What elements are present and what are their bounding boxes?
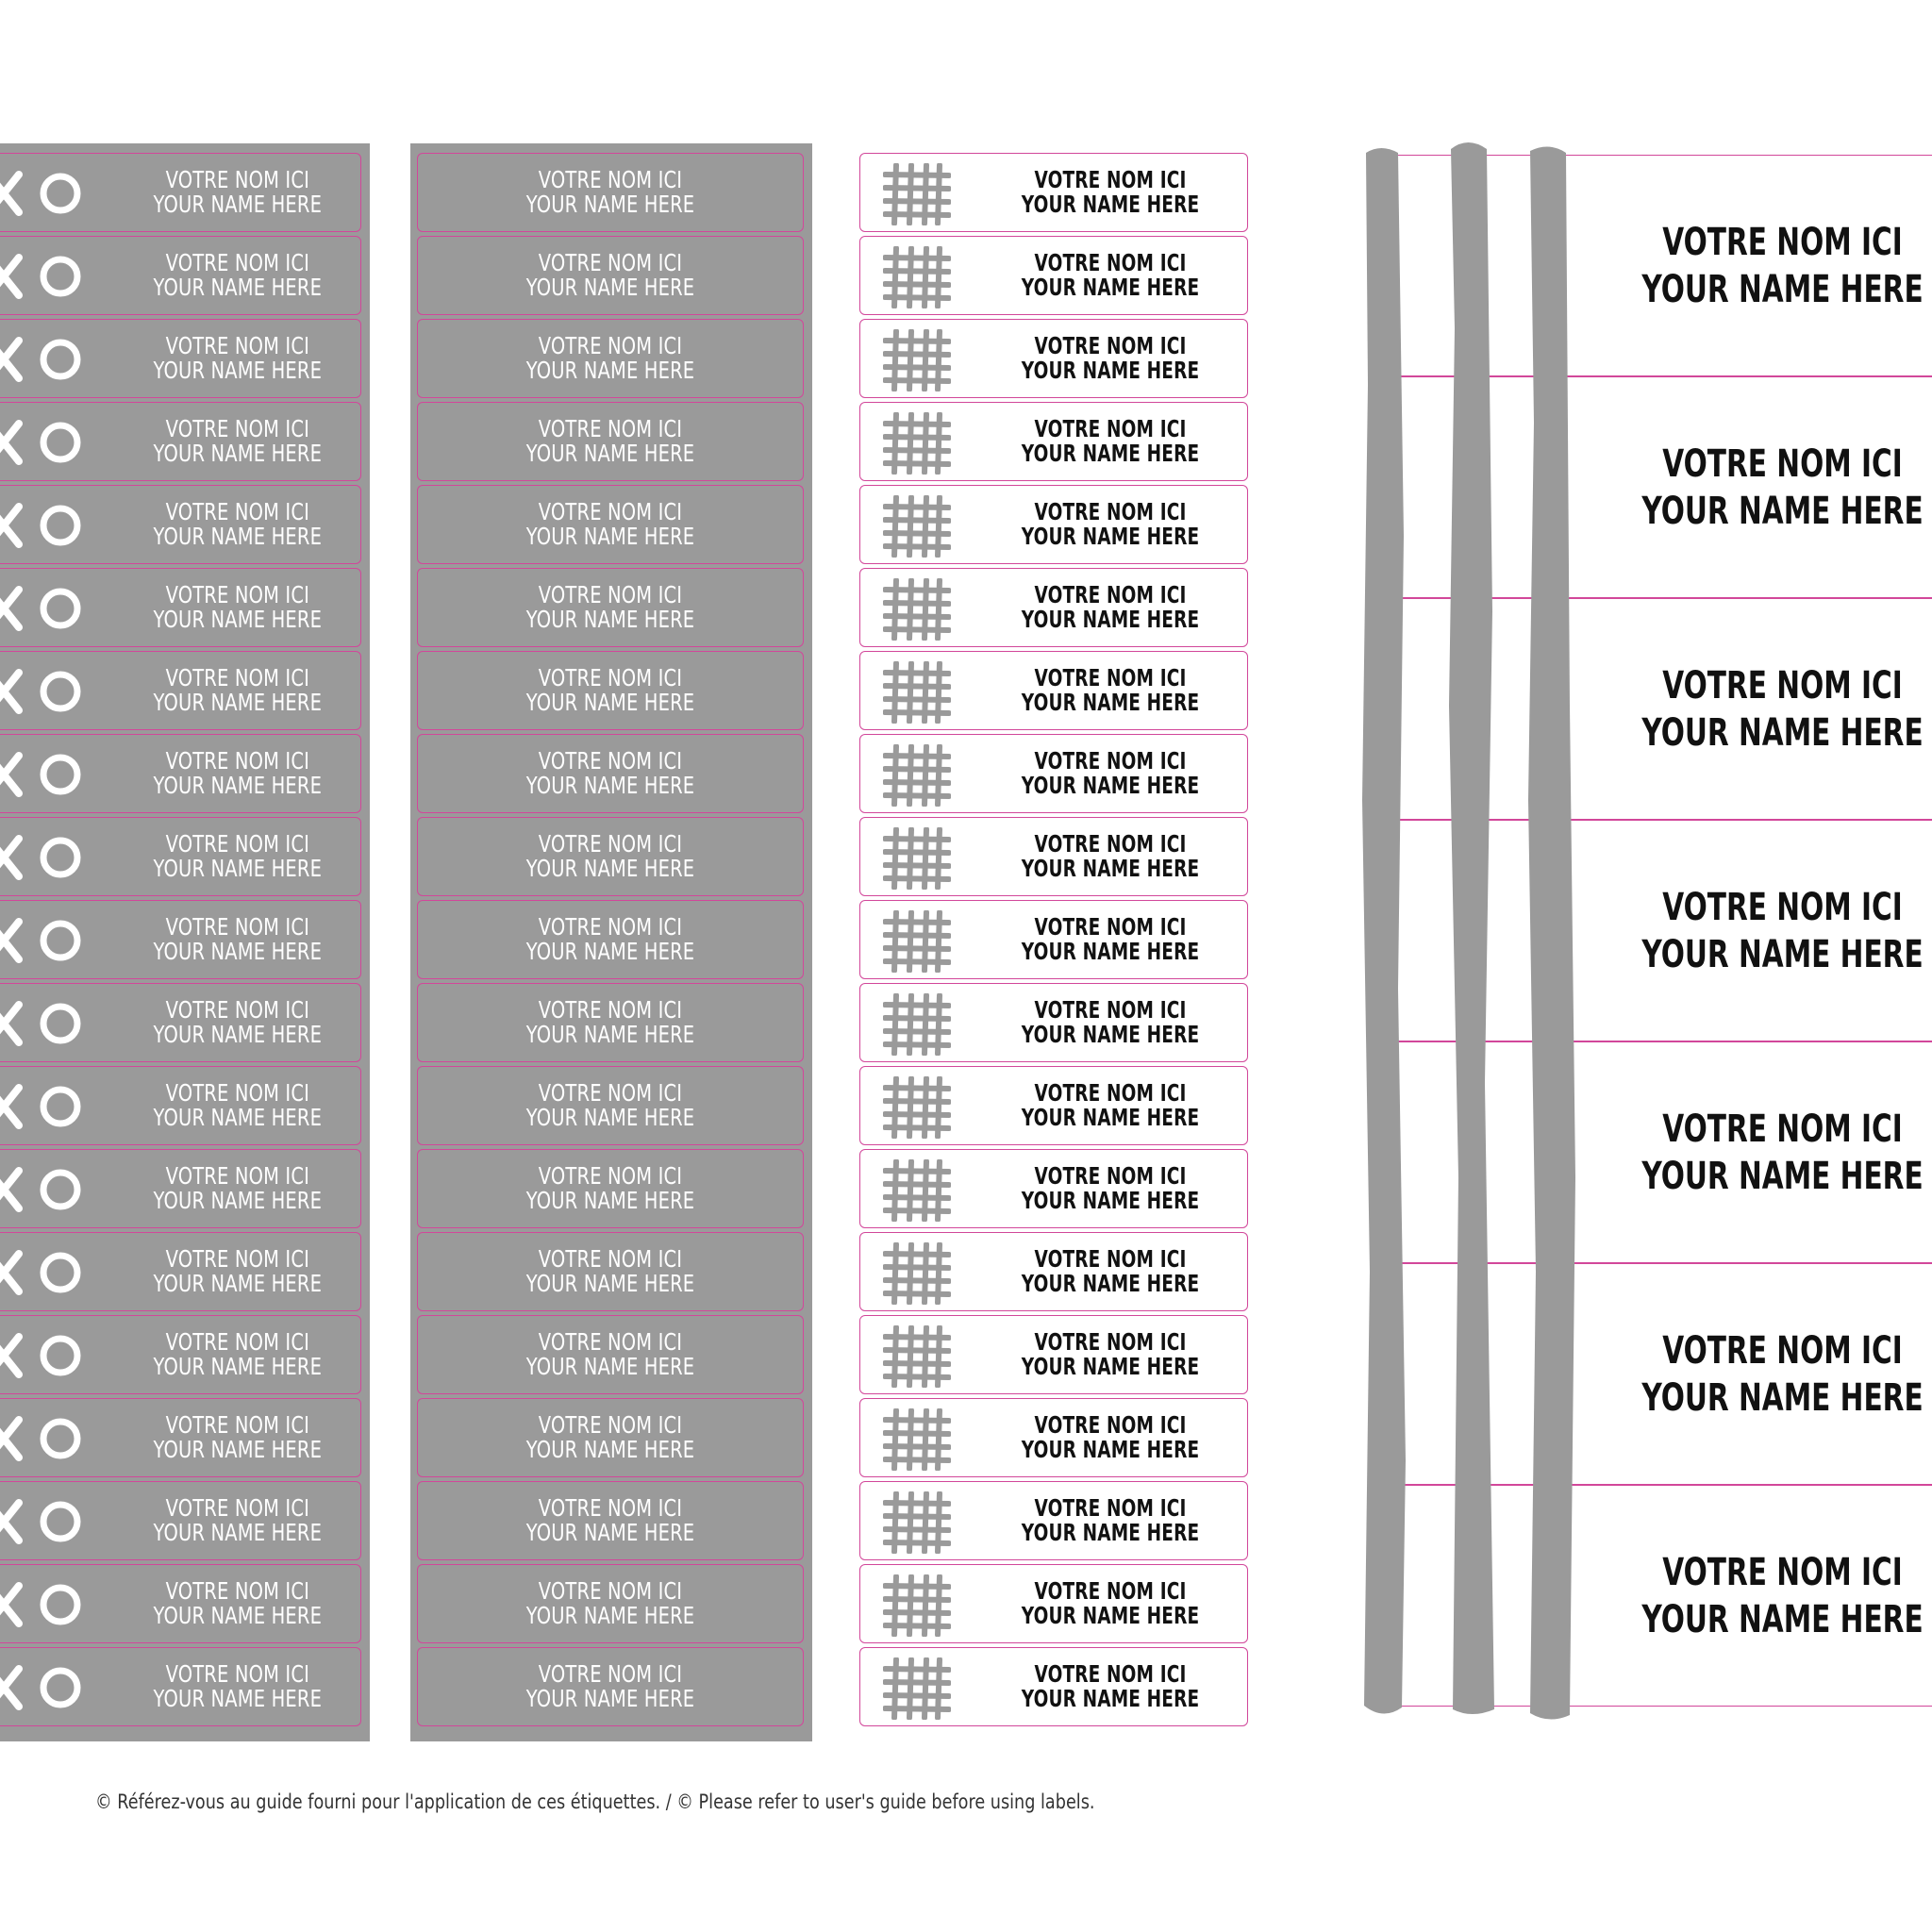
gray-label [417, 734, 804, 813]
label-line-fr: VOTRE NOM ICI [1034, 497, 1187, 525]
label-line-fr: VOTRE NOM ICI [1034, 1161, 1187, 1190]
label-line-fr: VOTRE NOM ICI [1034, 746, 1187, 774]
hashtag-grid-icon [883, 744, 951, 807]
label-text [1009, 486, 1212, 563]
label-line-en: YOUR NAME HERE [525, 523, 695, 550]
label-line-fr: VOTRE NOM ICI [165, 248, 310, 276]
xo-label [0, 1066, 361, 1145]
brush-stripes [1360, 140, 1606, 1724]
label-line-en: YOUR NAME HERE [153, 1519, 323, 1546]
hashtag-grid-icon [883, 1242, 951, 1305]
label-text [1641, 599, 1924, 819]
label-line-en: YOUR NAME HERE [525, 191, 695, 218]
label-line-en: YOUR NAME HERE [525, 440, 695, 467]
label-line-en: YOUR NAME HERE [153, 855, 323, 882]
label-text [63, 154, 324, 231]
label-line-fr: VOTRE NOM ICI [1034, 331, 1187, 359]
label-text [63, 569, 324, 646]
label-line-en: YOUR NAME HERE [525, 274, 695, 301]
label-line-fr: VOTRE NOM ICI [165, 912, 310, 941]
label-line-en: YOUR NAME HERE [153, 191, 323, 218]
label-line-en: YOUR NAME HERE [1641, 1375, 1924, 1420]
gray-label [417, 153, 804, 232]
label-text [63, 486, 324, 563]
label-text [1641, 377, 1924, 597]
hashtag-grid-icon [883, 1325, 951, 1388]
label-line-en: YOUR NAME HERE [1021, 855, 1200, 882]
label-text [63, 984, 324, 1061]
xo-label [0, 734, 361, 813]
label-line-en: YOUR NAME HERE [153, 1187, 323, 1214]
grid-label [859, 983, 1248, 1062]
xo-label [0, 1564, 361, 1643]
hashtag-grid-icon [883, 495, 951, 558]
grid-label [859, 1481, 1248, 1560]
gray-label [417, 1481, 804, 1560]
label-line-fr: VOTRE NOM ICI [538, 331, 683, 359]
label-line-fr: VOTRE NOM ICI [165, 1161, 310, 1190]
label-text [1009, 1150, 1212, 1227]
label-text [63, 1482, 324, 1559]
label-text [460, 486, 760, 563]
grid-label [859, 402, 1248, 481]
label-line-en: YOUR NAME HERE [1021, 274, 1200, 301]
label-line-en: YOUR NAME HERE [1021, 1602, 1200, 1629]
label-text [460, 569, 760, 646]
label-line-fr: VOTRE NOM ICI [165, 165, 310, 193]
gray-label [417, 1149, 804, 1228]
label-line-fr: VOTRE NOM ICI [165, 331, 310, 359]
xo-label [0, 319, 361, 398]
xo-label-column [0, 143, 370, 1741]
label-text [1009, 237, 1212, 314]
label-line-en: YOUR NAME HERE [153, 938, 323, 965]
grid-label [859, 485, 1248, 564]
hashtag-grid-icon [883, 412, 951, 475]
gray-label [417, 817, 804, 896]
xo-label [0, 651, 361, 730]
label-line-fr: VOTRE NOM ICI [1034, 1576, 1187, 1605]
footer-note: © Référez-vous au guide fourni pour l'application de ces étiquettes. / © Please refer to user's guide before using labels. [95, 1790, 1095, 1813]
label-text [63, 901, 324, 978]
label-line-fr: VOTRE NOM ICI [538, 1327, 683, 1356]
hashtag-grid-icon [883, 1159, 951, 1222]
label-line-fr: VOTRE NOM ICI [165, 1327, 310, 1356]
grid-label [859, 651, 1248, 730]
label-line-fr: VOTRE NOM ICI [1662, 885, 1903, 929]
label-line-en: YOUR NAME HERE [1641, 1597, 1924, 1641]
label-text [460, 1565, 760, 1642]
label-text [460, 1316, 760, 1393]
label-text [63, 1399, 324, 1476]
label-line-fr: VOTRE NOM ICI [1034, 1410, 1187, 1439]
label-line-fr: VOTRE NOM ICI [538, 1659, 683, 1688]
label-text [460, 901, 760, 978]
label-line-en: YOUR NAME HERE [1021, 1519, 1200, 1546]
label-line-en: YOUR NAME HERE [1641, 710, 1924, 755]
label-line-en: YOUR NAME HERE [525, 772, 695, 799]
label-line-fr: VOTRE NOM ICI [165, 1576, 310, 1605]
gray-label [417, 983, 804, 1062]
label-text [460, 818, 760, 895]
label-text [460, 1067, 760, 1144]
label-line-en: YOUR NAME HERE [1021, 938, 1200, 965]
label-line-en: YOUR NAME HERE [1641, 489, 1924, 533]
label-line-fr: VOTRE NOM ICI [538, 165, 683, 193]
label-line-en: YOUR NAME HERE [525, 606, 695, 633]
label-line-fr: VOTRE NOM ICI [538, 1410, 683, 1439]
hashtag-grid-icon [883, 827, 951, 890]
label-text [460, 1233, 760, 1310]
label-line-fr: VOTRE NOM ICI [538, 580, 683, 608]
label-text [1641, 1042, 1924, 1262]
label-text [1009, 984, 1212, 1061]
label-line-fr: VOTRE NOM ICI [165, 1078, 310, 1107]
label-text [1009, 1482, 1212, 1559]
label-line-en: YOUR NAME HERE [153, 606, 323, 633]
label-line-fr: VOTRE NOM ICI [165, 1244, 310, 1273]
label-line-fr: VOTRE NOM ICI [538, 1244, 683, 1273]
label-line-fr: VOTRE NOM ICI [165, 1493, 310, 1522]
label-text [460, 1399, 760, 1476]
label-text [1009, 154, 1212, 231]
label-text [63, 652, 324, 729]
label-line-fr: VOTRE NOM ICI [165, 497, 310, 525]
label-line-en: YOUR NAME HERE [525, 1021, 695, 1048]
label-line-fr: VOTRE NOM ICI [165, 414, 310, 442]
label-text [63, 403, 324, 480]
label-line-en: YOUR NAME HERE [1021, 1021, 1200, 1048]
label-text [63, 818, 324, 895]
label-line-en: YOUR NAME HERE [153, 440, 323, 467]
label-line-fr: VOTRE NOM ICI [538, 746, 683, 774]
label-line-fr: VOTRE NOM ICI [538, 1161, 683, 1190]
grid-label [859, 1066, 1248, 1145]
label-line-fr: VOTRE NOM ICI [165, 829, 310, 858]
label-text [1009, 320, 1212, 397]
label-line-en: YOUR NAME HERE [153, 357, 323, 384]
label-line-fr: VOTRE NOM ICI [1662, 1328, 1903, 1373]
label-line-fr: VOTRE NOM ICI [1034, 165, 1187, 193]
label-line-fr: VOTRE NOM ICI [1662, 220, 1903, 264]
label-line-fr: VOTRE NOM ICI [1662, 1107, 1903, 1151]
label-text [460, 735, 760, 812]
label-text [460, 237, 760, 314]
label-line-en: YOUR NAME HERE [1021, 1436, 1200, 1463]
grid-label [859, 568, 1248, 647]
label-text [460, 984, 760, 1061]
grid-label [859, 1647, 1248, 1726]
label-text [63, 735, 324, 812]
label-line-en: YOUR NAME HERE [1021, 689, 1200, 716]
gray-label [417, 1398, 804, 1477]
label-line-en: YOUR NAME HERE [525, 1436, 695, 1463]
label-line-en: YOUR NAME HERE [1021, 606, 1200, 633]
grid-label [859, 1564, 1248, 1643]
hashtag-grid-icon [883, 1657, 951, 1720]
label-text [63, 1316, 324, 1393]
xo-label [0, 402, 361, 481]
label-line-fr: VOTRE NOM ICI [1034, 580, 1187, 608]
grid-label [859, 1398, 1248, 1477]
label-line-en: YOUR NAME HERE [153, 689, 323, 716]
label-line-fr: VOTRE NOM ICI [1034, 1244, 1187, 1273]
label-line-fr: VOTRE NOM ICI [1034, 1493, 1187, 1522]
label-text [1009, 1399, 1212, 1476]
hashtag-grid-icon [883, 1574, 951, 1637]
xo-label [0, 817, 361, 896]
label-line-fr: VOTRE NOM ICI [538, 1576, 683, 1605]
label-line-en: YOUR NAME HERE [153, 523, 323, 550]
label-line-fr: VOTRE NOM ICI [165, 1659, 310, 1688]
label-text [1009, 818, 1212, 895]
gray-label [417, 1315, 804, 1394]
label-line-en: YOUR NAME HERE [1021, 1353, 1200, 1380]
xo-label [0, 1315, 361, 1394]
xo-label [0, 568, 361, 647]
gray-label [417, 568, 804, 647]
label-line-fr: VOTRE NOM ICI [165, 995, 310, 1024]
label-line-en: YOUR NAME HERE [1021, 357, 1200, 384]
xo-label [0, 983, 361, 1062]
label-line-fr: VOTRE NOM ICI [1034, 248, 1187, 276]
hashtag-grid-icon [883, 993, 951, 1056]
hashtag-grid-icon [883, 910, 951, 973]
gray-label [417, 1564, 804, 1643]
label-line-en: YOUR NAME HERE [153, 274, 323, 301]
label-line-en: YOUR NAME HERE [153, 1685, 323, 1712]
label-text [460, 652, 760, 729]
grid-label [859, 1149, 1248, 1228]
large-label-column [1360, 140, 1932, 1724]
label-line-en: YOUR NAME HERE [1021, 1104, 1200, 1131]
label-line-fr: VOTRE NOM ICI [165, 663, 310, 691]
label-line-fr: VOTRE NOM ICI [165, 1410, 310, 1439]
label-line-en: YOUR NAME HERE [1021, 1270, 1200, 1297]
label-text [1009, 1233, 1212, 1310]
label-text [63, 1067, 324, 1144]
xo-label [0, 1398, 361, 1477]
hashtag-grid-icon [883, 1076, 951, 1139]
hashtag-grid-icon [883, 661, 951, 724]
label-line-en: YOUR NAME HERE [1641, 267, 1924, 311]
label-line-fr: VOTRE NOM ICI [538, 995, 683, 1024]
label-text [1009, 569, 1212, 646]
label-text [1641, 1264, 1924, 1484]
label-text [63, 1233, 324, 1310]
label-line-fr: VOTRE NOM ICI [1034, 1327, 1187, 1356]
label-line-en: YOUR NAME HERE [525, 689, 695, 716]
xo-label [0, 485, 361, 564]
label-text [1009, 652, 1212, 729]
xo-label [0, 153, 361, 232]
label-text [460, 320, 760, 397]
gray-label [417, 485, 804, 564]
label-line-fr: VOTRE NOM ICI [1034, 912, 1187, 941]
xo-label [0, 1232, 361, 1311]
label-line-fr: VOTRE NOM ICI [165, 580, 310, 608]
label-line-en: YOUR NAME HERE [1021, 191, 1200, 218]
label-line-fr: VOTRE NOM ICI [538, 663, 683, 691]
label-text [460, 1648, 760, 1725]
label-text [63, 320, 324, 397]
label-text [63, 1150, 324, 1227]
label-line-en: YOUR NAME HERE [153, 1270, 323, 1297]
gray-label [417, 1232, 804, 1311]
label-line-fr: VOTRE NOM ICI [1662, 441, 1903, 486]
grid-label [859, 153, 1248, 232]
gray-label [417, 651, 804, 730]
gray-label [417, 1066, 804, 1145]
label-text [460, 403, 760, 480]
label-line-en: YOUR NAME HERE [1021, 440, 1200, 467]
label-line-fr: VOTRE NOM ICI [165, 746, 310, 774]
label-line-en: YOUR NAME HERE [525, 855, 695, 882]
xo-label [0, 1149, 361, 1228]
label-line-en: YOUR NAME HERE [153, 1602, 323, 1629]
hashtag-grid-icon [883, 1408, 951, 1471]
label-text [1641, 821, 1924, 1041]
gray-label-column [410, 143, 812, 1741]
label-line-en: YOUR NAME HERE [525, 1685, 695, 1712]
grid-label [859, 319, 1248, 398]
grid-label [859, 734, 1248, 813]
hashtag-grid-icon [883, 163, 951, 225]
label-line-fr: VOTRE NOM ICI [538, 1078, 683, 1107]
label-text [63, 1648, 324, 1725]
hashtag-grid-icon [883, 1491, 951, 1554]
label-line-fr: VOTRE NOM ICI [538, 497, 683, 525]
label-text [1641, 156, 1924, 375]
grid-label [859, 900, 1248, 979]
label-line-en: YOUR NAME HERE [525, 357, 695, 384]
label-line-en: YOUR NAME HERE [1641, 1154, 1924, 1198]
label-text [63, 237, 324, 314]
gray-label [417, 236, 804, 315]
label-line-fr: VOTRE NOM ICI [1034, 1659, 1187, 1688]
label-line-fr: VOTRE NOM ICI [1662, 1550, 1903, 1594]
hashtag-grid-icon [883, 329, 951, 391]
label-line-en: YOUR NAME HERE [1021, 1685, 1200, 1712]
gray-label [417, 900, 804, 979]
label-line-fr: VOTRE NOM ICI [538, 912, 683, 941]
grid-label [859, 1315, 1248, 1394]
gray-label [417, 1647, 804, 1726]
label-line-fr: VOTRE NOM ICI [1034, 663, 1187, 691]
label-line-fr: VOTRE NOM ICI [1662, 663, 1903, 708]
label-text [460, 1150, 760, 1227]
label-text [460, 1482, 760, 1559]
xo-label [0, 236, 361, 315]
label-line-fr: VOTRE NOM ICI [1034, 829, 1187, 858]
grid-label-column [858, 151, 1250, 1736]
label-text [1009, 735, 1212, 812]
label-text [1641, 1486, 1924, 1706]
label-line-fr: VOTRE NOM ICI [538, 1493, 683, 1522]
label-line-fr: VOTRE NOM ICI [538, 829, 683, 858]
gray-label [417, 402, 804, 481]
label-line-en: YOUR NAME HERE [525, 1602, 695, 1629]
label-line-en: YOUR NAME HERE [1021, 523, 1200, 550]
label-line-fr: VOTRE NOM ICI [1034, 414, 1187, 442]
label-line-en: YOUR NAME HERE [525, 938, 695, 965]
label-text [1009, 1067, 1212, 1144]
label-line-en: YOUR NAME HERE [153, 1104, 323, 1131]
label-line-en: YOUR NAME HERE [153, 1436, 323, 1463]
label-line-en: YOUR NAME HERE [1641, 932, 1924, 976]
hashtag-grid-icon [883, 246, 951, 308]
label-line-en: YOUR NAME HERE [1021, 1187, 1200, 1214]
label-text [1009, 1565, 1212, 1642]
gray-label [417, 319, 804, 398]
grid-label [859, 817, 1248, 896]
label-text [1009, 403, 1212, 480]
label-line-en: YOUR NAME HERE [153, 772, 323, 799]
label-line-en: YOUR NAME HERE [1021, 772, 1200, 799]
label-text [1009, 1648, 1212, 1725]
hashtag-grid-icon [883, 578, 951, 641]
label-line-fr: VOTRE NOM ICI [1034, 1078, 1187, 1107]
label-text [63, 1565, 324, 1642]
xo-label [0, 900, 361, 979]
label-line-en: YOUR NAME HERE [525, 1187, 695, 1214]
label-line-fr: VOTRE NOM ICI [1034, 995, 1187, 1024]
label-text [1009, 1316, 1212, 1393]
label-line-en: YOUR NAME HERE [153, 1021, 323, 1048]
grid-label [859, 236, 1248, 315]
label-line-en: YOUR NAME HERE [525, 1519, 695, 1546]
label-line-fr: VOTRE NOM ICI [538, 248, 683, 276]
label-text [460, 154, 760, 231]
grid-label [859, 1232, 1248, 1311]
label-line-fr: VOTRE NOM ICI [538, 414, 683, 442]
xo-label [0, 1481, 361, 1560]
label-line-en: YOUR NAME HERE [525, 1104, 695, 1131]
label-line-en: YOUR NAME HERE [525, 1353, 695, 1380]
label-text [1009, 901, 1212, 978]
label-line-en: YOUR NAME HERE [525, 1270, 695, 1297]
xo-label [0, 1647, 361, 1726]
label-line-en: YOUR NAME HERE [153, 1353, 323, 1380]
